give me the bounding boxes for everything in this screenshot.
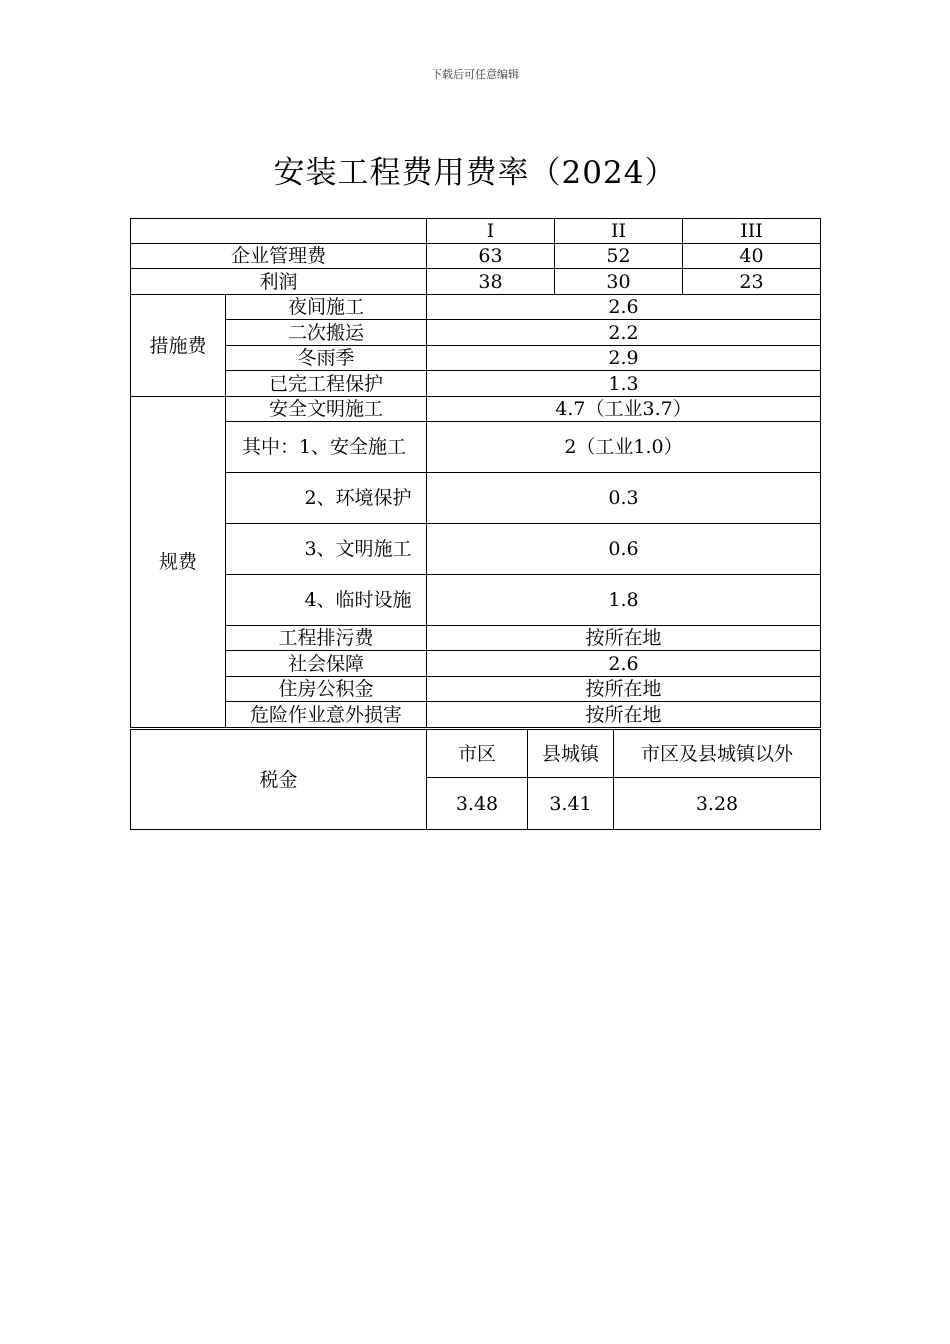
table-row xyxy=(131,677,821,702)
table-row xyxy=(131,269,821,295)
item-value: 4.7（工业3.7） xyxy=(427,397,821,422)
table-row xyxy=(131,702,821,728)
item-value: 1.3 xyxy=(427,371,821,397)
item-label: 4、临时设施 xyxy=(226,575,427,626)
header-note: 下载后可任意编辑 xyxy=(431,68,519,81)
item-label: 冬雨季 xyxy=(226,346,427,371)
item-value: 0.6 xyxy=(427,524,821,575)
tax-value: 3.48 xyxy=(427,778,528,830)
item-value: 按所在地 xyxy=(427,702,821,728)
table-row xyxy=(131,346,821,371)
row-label: 利润 xyxy=(131,269,427,295)
table-row xyxy=(131,295,821,320)
item-label: 3、文明施工 xyxy=(226,524,427,575)
table-row xyxy=(131,626,821,651)
item-label: 2、环境保护 xyxy=(226,473,427,524)
table-row xyxy=(131,651,821,677)
table-row xyxy=(131,422,821,473)
tax-value: 3.41 xyxy=(528,778,614,830)
item-label: 住房公积金 xyxy=(226,677,427,702)
tax-column-header: 市区 xyxy=(427,730,528,778)
item-value: 2.6 xyxy=(427,295,821,320)
item-label: 二次搬运 xyxy=(226,320,427,346)
tax-column-header: 市区及县城镇以外 xyxy=(614,730,821,778)
item-value: 按所在地 xyxy=(427,626,821,651)
tax-label: 税金 xyxy=(131,730,427,830)
group-label: 规费 xyxy=(131,397,226,728)
corner-cell xyxy=(131,219,427,244)
fee-rate-table xyxy=(130,218,821,728)
grade-header: I xyxy=(427,219,555,244)
rate-value: 23 xyxy=(683,269,821,295)
table-row xyxy=(131,371,821,397)
item-value: 2.2 xyxy=(427,320,821,346)
table-row xyxy=(131,473,821,524)
item-value: 0.3 xyxy=(427,473,821,524)
tax-column-header: 县城镇 xyxy=(528,730,614,778)
item-label: 工程排污费 xyxy=(226,626,427,651)
item-value: 2.6 xyxy=(427,651,821,677)
table-row xyxy=(131,575,821,626)
rate-value: 38 xyxy=(427,269,555,295)
item-label: 安全文明施工 xyxy=(226,397,427,422)
grade-header-row xyxy=(131,219,821,244)
item-value: 按所在地 xyxy=(427,677,821,702)
table-row xyxy=(131,320,821,346)
grade-header: II xyxy=(555,219,683,244)
tax-table xyxy=(130,729,821,830)
item-label: 危险作业意外损害 xyxy=(226,702,427,728)
row-label: 企业管理费 xyxy=(131,244,427,269)
tax-header-row xyxy=(131,730,821,778)
item-label: 其中：1、安全施工 xyxy=(226,422,427,473)
item-label: 已完工程保护 xyxy=(226,371,427,397)
page-title: 安装工程费用费率（2024） xyxy=(273,155,677,191)
rate-value: 63 xyxy=(427,244,555,269)
item-value: 1.8 xyxy=(427,575,821,626)
table-row xyxy=(131,397,821,422)
table-row xyxy=(131,524,821,575)
grade-header: III xyxy=(683,219,821,244)
rate-value: 30 xyxy=(555,269,683,295)
rate-value: 52 xyxy=(555,244,683,269)
table-row xyxy=(131,244,821,269)
item-label: 夜间施工 xyxy=(226,295,427,320)
item-value: 2（工业1.0） xyxy=(427,422,821,473)
group-label: 措施费 xyxy=(131,295,226,397)
tax-value: 3.28 xyxy=(614,778,821,830)
rate-value: 40 xyxy=(683,244,821,269)
item-value: 2.9 xyxy=(427,346,821,371)
item-label: 社会保障 xyxy=(226,651,427,677)
